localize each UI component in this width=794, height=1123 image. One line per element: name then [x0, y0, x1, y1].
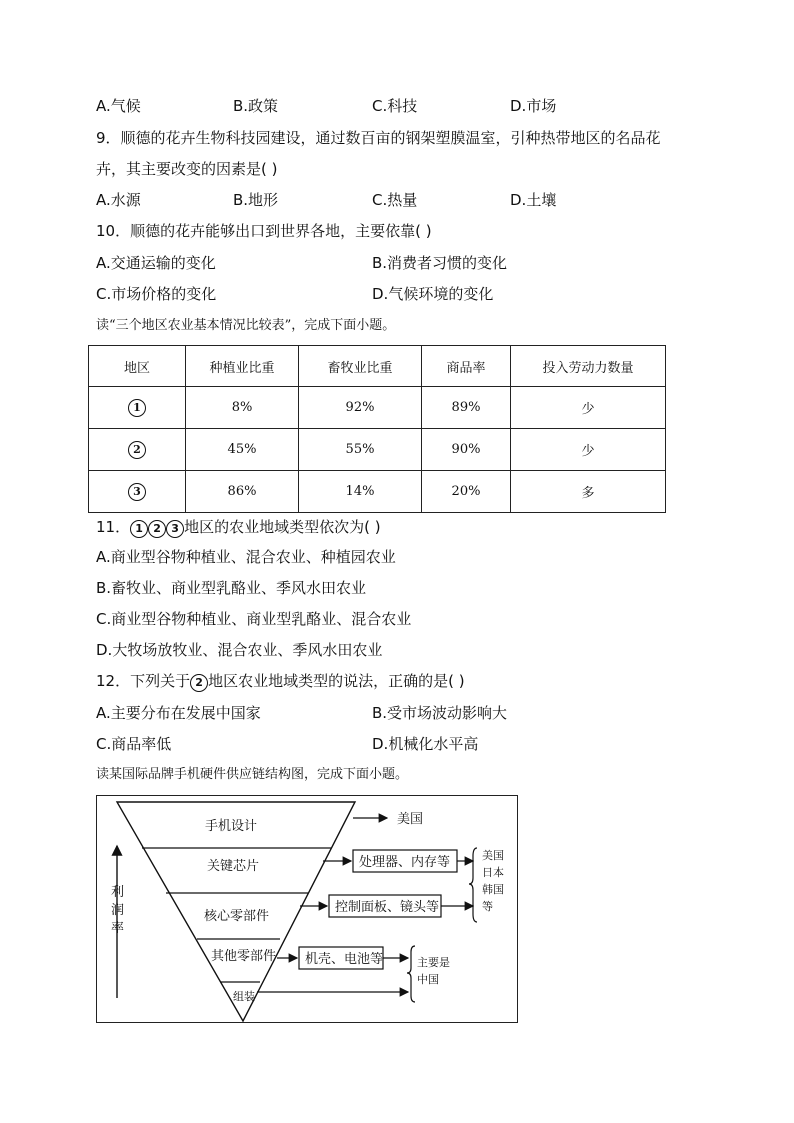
box-panel-label: 控制面板、镜头等 — [335, 900, 440, 915]
q11-option-b: B.畜牧业、商业型乳酪业、季风水田农业 — [96, 579, 367, 597]
supply-chain-diagram — [96, 795, 518, 1023]
cell-livestock: 14% — [299, 471, 422, 513]
q8-option-b: B.政策 — [233, 97, 279, 115]
agriculture-comparison-table — [88, 345, 666, 513]
cell-livestock: 55% — [299, 429, 422, 471]
q8-option-c: C.科技 — [372, 97, 418, 115]
q10-stem: 10．顺德的花卉能够出口到世界各地，主要依靠( ) — [96, 222, 432, 240]
q11-stem — [96, 517, 381, 538]
q11-option-a: A.商业型谷物种植业、混合农业、种植园农业 — [96, 548, 396, 566]
country-korea: 韩国 — [482, 883, 504, 896]
cell-commodity: 89% — [422, 387, 511, 429]
region-number: 1 — [128, 399, 146, 417]
table-row — [89, 387, 666, 429]
q9-option-b: B.地形 — [233, 191, 279, 209]
box-processor-label: 处理器、内存等 — [359, 855, 451, 870]
country-japan: 日本 — [482, 866, 504, 879]
q9-stem-line2: 卉，其主要改变的因素是( ) — [96, 160, 278, 178]
q11-number: 11． — [96, 518, 131, 536]
level-assembly: 组装 — [233, 990, 255, 1003]
q9-option-d: D.土壤 — [510, 191, 557, 209]
cell-labor: 多 — [511, 471, 666, 513]
header-labor: 投入劳动力数量 — [511, 346, 666, 387]
q11-option-d: D.大牧场放牧业、混合农业、季风水田农业 — [96, 641, 383, 659]
q12-stem — [96, 671, 465, 692]
q9-stem-line1: 9．顺德的花卉生物科技园建设，通过数百亩的钢架塑膜温室，引种热带地区的名品花 — [96, 129, 661, 147]
china-bracket — [407, 946, 415, 1002]
q12-number: 12．下列关于 — [96, 672, 191, 690]
level-other-parts: 其他零部件 — [211, 949, 277, 964]
label-usa: 美国 — [397, 812, 424, 827]
country-etc: 等 — [482, 900, 493, 913]
q9-option-a: A.水源 — [96, 191, 141, 209]
q10-option-c: C.市场价格的变化 — [96, 285, 217, 303]
header-planting: 种植业比重 — [186, 346, 299, 387]
label-mainly: 主要是 — [417, 956, 450, 969]
level-core-parts: 核心零部件 — [204, 909, 270, 924]
axis-char-1: 利 — [111, 885, 125, 900]
table-intro: 读“三个地区农业基本情况比较表”，完成下面小题。 — [96, 318, 396, 333]
region-number: 3 — [128, 483, 146, 501]
q12-option-d: D.机械化水平高 — [372, 735, 479, 753]
q12-option-b: B.受市场波动影响大 — [372, 704, 508, 722]
q10-option-d: D.气候环境的变化 — [372, 285, 494, 303]
table-header-row — [89, 346, 666, 387]
q11-option-c: C.商业型谷物种植业、商业型乳酪业、混合农业 — [96, 610, 412, 628]
level-phone-design: 手机设计 — [205, 819, 258, 834]
diagram-intro: 读某国际品牌手机硬件供应链结构图，完成下面小题。 — [96, 767, 409, 782]
q12-option-a: A.主要分布在发展中国家 — [96, 704, 261, 722]
countries-bracket — [469, 848, 477, 922]
q12-circle: 2 — [190, 674, 208, 692]
header-commodity: 商品率 — [422, 346, 511, 387]
q10-option-b: B.消费者习惯的变化 — [372, 254, 508, 272]
level-key-chips: 关键芯片 — [207, 859, 260, 874]
q10-option-a: A.交通运输的变化 — [96, 254, 216, 272]
cell-labor: 少 — [511, 429, 666, 471]
q9-option-c: C.热量 — [372, 191, 418, 209]
q8-option-a: A.气候 — [96, 97, 141, 115]
table-row — [89, 471, 666, 513]
axis-char-2: 润 — [111, 903, 125, 918]
q11-circle-3: 3 — [166, 520, 184, 538]
cell-planting: 86% — [186, 471, 299, 513]
header-region: 地区 — [89, 346, 186, 387]
axis-char-3: 率 — [111, 921, 125, 936]
cell-livestock: 92% — [299, 387, 422, 429]
q12-stem-text: 地区农业地域类型的说法，正确的是( ) — [208, 672, 465, 690]
label-china: 中国 — [417, 973, 439, 986]
cell-commodity: 20% — [422, 471, 511, 513]
box-shell-label: 机壳、电池等 — [305, 952, 384, 967]
cell-commodity: 90% — [422, 429, 511, 471]
q12-option-c: C.商品率低 — [96, 735, 172, 753]
cell-planting: 45% — [186, 429, 299, 471]
supply-chain-svg — [97, 796, 519, 1024]
q11-stem-text: 地区的农业地域类型依次为( ) — [184, 518, 381, 536]
q11-circle-2: 2 — [148, 520, 166, 538]
country-usa: 美国 — [482, 849, 504, 862]
q8-option-d: D.市场 — [510, 97, 557, 115]
q11-circle-1: 1 — [130, 520, 148, 538]
header-livestock: 畜牧业比重 — [299, 346, 422, 387]
region-number: 2 — [128, 441, 146, 459]
table-row — [89, 429, 666, 471]
cell-planting: 8% — [186, 387, 299, 429]
cell-labor: 少 — [511, 387, 666, 429]
